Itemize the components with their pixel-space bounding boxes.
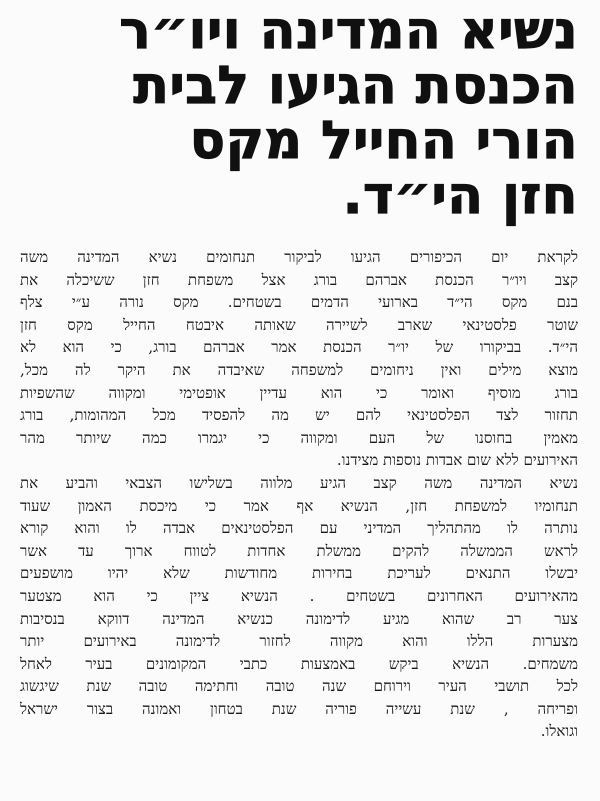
paragraph-visit-burg bbox=[20, 246, 578, 472]
headline-line: הכנסת הגיעו לבית bbox=[133, 56, 578, 116]
text-line: מהאירועים האחרונים בשטחים . הנשיא ציין כי הוא מצטער bbox=[20, 586, 578, 605]
text-line: בורג מוסיף ואומר כי הוא עדיין אופטימי ומקווה שהשפיות bbox=[20, 383, 578, 402]
text-line: תחזור לצד הפלסטינאי להם יש מה להפסיד מכל המהומות, בורג bbox=[20, 406, 578, 425]
text-line: וגואלו. bbox=[540, 722, 578, 741]
text-line: לראש הממשלה להקים ממשלת אחדות לטווח ארוך עד אשר bbox=[20, 541, 578, 560]
text-line: צער רב שהוא מגיע לדימונה כנשיא המדינה דווקא בנסיבות bbox=[20, 609, 578, 628]
text-line: האירועים ללא שום אבדות נוספות מצידנו. bbox=[336, 451, 578, 470]
text-line: שוטר פלסטינאי שארב לשיירה שאותה איבטח החייל מקס חזן bbox=[20, 315, 578, 334]
text-line: ופריחה , שנת עשייה פוריה שנת בטחון ואמונה בצור ישראל bbox=[20, 699, 578, 718]
text-line: הי״ד. בביקורו של יו״ר הכנסת אמר אברהם בורג, כי הוא לא bbox=[20, 338, 578, 357]
text-line: נשיא המדינה משה קצב הגיע מלווה בשלישו הצבאי והביע את bbox=[20, 473, 578, 492]
text-line: מוצא מילים ואין ניחומים למשפחה שאיבדה את היקר לה מכל, bbox=[20, 360, 578, 379]
text-line: משמחים. הנשיא ביקש באמצעות כתבי המקומונים בעיר לאחל bbox=[20, 654, 578, 673]
headline-line: חזן הי״ד. bbox=[342, 166, 578, 226]
text-line: מצערות הללו והוא מקווה לחזור לדימונה באירועים יותר bbox=[20, 632, 578, 651]
text-line: יבשלו התנאים לעריכת בחירות מחודשות שלא יהיו מושפעים bbox=[20, 564, 578, 583]
headline-line: נשיא המדינה ויו״ר bbox=[119, 1, 578, 61]
headline bbox=[20, 1, 578, 226]
text-line: בנם מקס הי״ד בארועי הדמים בשטחים. מקס נורה ע״י צלף bbox=[20, 293, 578, 312]
headline-line: הורי החייל מקס bbox=[189, 111, 578, 171]
article-body bbox=[20, 246, 578, 743]
text-line: קצב ויו״ר הכנסת אברהם בורג אצל משפחת חזן ששיכלה את bbox=[20, 270, 578, 289]
text-line: נותרה לו מהתהליך המדיני עם הפלסטינאים אבדה לו והוא קורא bbox=[20, 519, 578, 538]
paragraph-visit-katsav bbox=[20, 472, 578, 743]
text-line: לקראת יום הכיפורים הגיעו לביקור תנחומים נשיא המדינה משה bbox=[20, 248, 578, 266]
text-line: תנחומיו למשפחת חזן, הנשיא אף אמר כי מיכסת האמון שעוד bbox=[20, 496, 578, 515]
text-line: מאמין בחוסנו של העם ומקווה כי יגמרו כמה שיותר מהר bbox=[20, 428, 578, 447]
text-line: לכל תושבי העיר וירוחם שנה טובה וחתימה טובה שנת שיגשוג bbox=[20, 677, 578, 696]
